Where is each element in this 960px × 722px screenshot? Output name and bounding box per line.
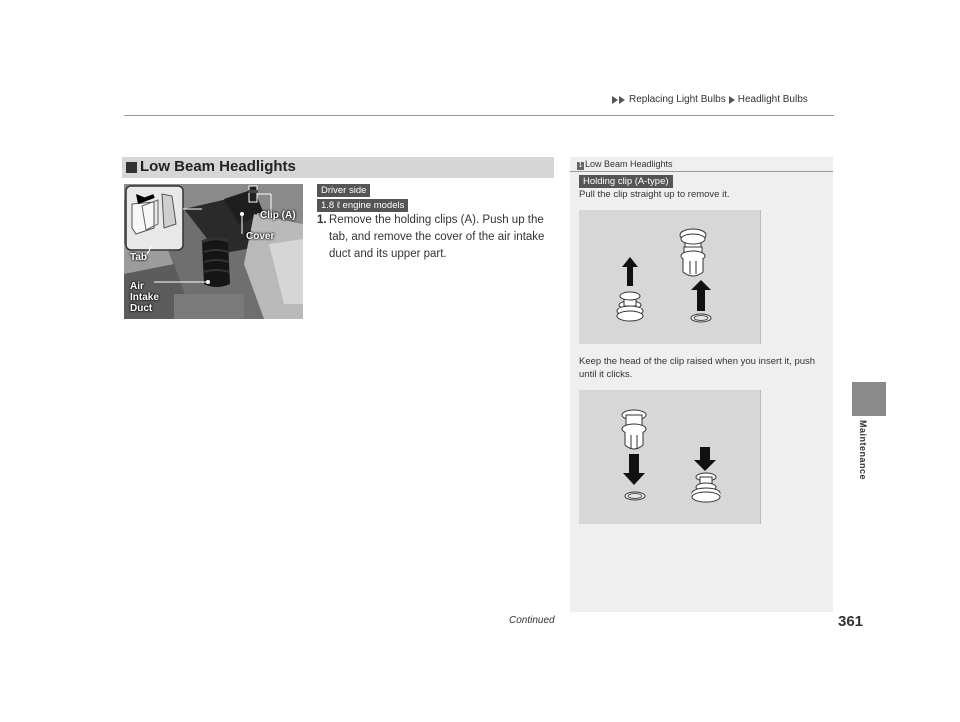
clip-insertion-illustration (579, 390, 760, 524)
note-text-insert: Keep the head of the clip raised when you insert it, push until it clicks. (579, 356, 816, 380)
clip-label: Clip (A) (260, 210, 296, 221)
engine-model-tag: 1.8 ℓ engine models (317, 199, 408, 212)
note-text-remove: Pull the clip straight up to remove it. (579, 189, 730, 200)
section-header (122, 157, 554, 178)
note-title (577, 159, 673, 170)
cover-label: Cover (246, 231, 275, 242)
clip-type-tag: Holding clip (A-type) (579, 175, 673, 188)
tab-label: Tab (130, 252, 148, 263)
note-number: 1 (578, 162, 583, 169)
clip-insertion-figure (579, 390, 761, 524)
note-title-text: Low Beam Headlights (585, 159, 673, 169)
breadcrumb-item[interactable]: Replacing Light Bulbs (629, 94, 726, 105)
section-bullet-icon (126, 162, 137, 173)
clip-removal-illustration (579, 210, 760, 344)
chapter-tab[interactable] (852, 382, 886, 416)
continued-label: Continued (509, 615, 555, 626)
header-rule (124, 115, 834, 116)
step-text: Remove the holding clips (A). Push up the tab, and remove the cover of the air intake duct and its upper part. (329, 214, 545, 260)
page-number: 361 (838, 613, 864, 630)
breadcrumb-item[interactable]: Headlight Bulbs (737, 94, 808, 105)
step-number: 1. (317, 214, 327, 226)
note-rule (570, 171, 833, 172)
step-1 (317, 212, 557, 263)
breadcrumb-arrow-icon (612, 96, 618, 104)
chapter-label (848, 420, 872, 510)
breadcrumb-arrow-icon (729, 96, 735, 104)
driver-side-tag: Driver side (317, 184, 370, 197)
engine-photo (124, 184, 303, 319)
chapter-label-text: Maintenance (858, 420, 868, 481)
section-title: Low Beam Headlights (140, 158, 296, 175)
clip-removal-figure (579, 210, 761, 344)
sidebar-note (570, 157, 833, 612)
breadcrumb (612, 94, 808, 105)
breadcrumb-arrow-icon (619, 96, 625, 104)
duct-label: Air Intake Duct (130, 281, 159, 314)
